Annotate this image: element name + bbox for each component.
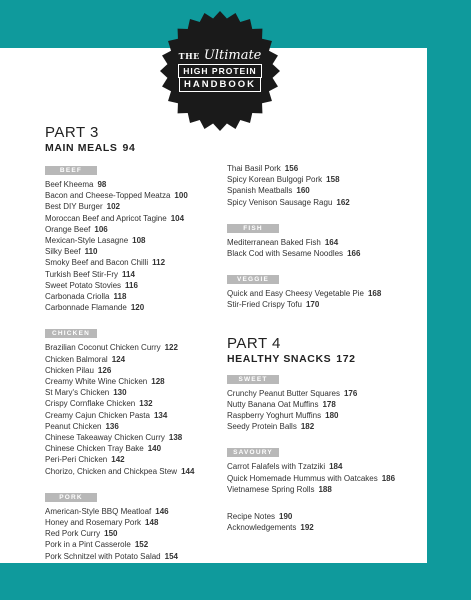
- toc-entry[interactable]: Acknowledgements 192: [227, 523, 314, 533]
- toc-entry[interactable]: Black Cod with Sesame Noodles 166: [227, 249, 361, 259]
- pork-continued: [227, 163, 417, 208]
- part4-page: 172: [336, 352, 356, 365]
- toc-entry[interactable]: Crispy Cornflake Chicken 132: [45, 399, 153, 409]
- toc-entry[interactable]: Peri-Peri Chicken 142: [45, 455, 125, 465]
- toc-entry[interactable]: Crunchy Peanut Butter Squares 176: [227, 388, 358, 398]
- toc-entry[interactable]: Chicken Balmoral 124: [45, 354, 126, 364]
- part4-header: [227, 336, 417, 365]
- toc-entry[interactable]: American-Style BBQ Meatloaf 146: [45, 506, 169, 516]
- toc-entry[interactable]: Mexican-Style Lasagne 108: [45, 236, 146, 246]
- left-column: [45, 125, 220, 562]
- toc-entry[interactable]: Quick and Easy Cheesy Vegetable Pie 168: [227, 289, 382, 299]
- toc-entry[interactable]: Pork Schnitzel with Potato Salad 154: [45, 551, 178, 561]
- section-chicken: [45, 322, 220, 476]
- part3-label: PART 3: [45, 124, 99, 141]
- toc-entry[interactable]: Pork in a Pint Casserole 152: [45, 540, 149, 550]
- toc-entry[interactable]: Bacon and Cheese-Topped Meatza 100: [45, 191, 188, 201]
- seal-handbook: HANDBOOK: [179, 78, 261, 92]
- category-label: BEEF: [45, 166, 97, 175]
- toc-entry[interactable]: Turkish Beef Stir-Fry 114: [45, 269, 135, 279]
- toc-entry[interactable]: Beef Kheema 98: [45, 180, 107, 189]
- toc-entry[interactable]: Moroccan Beef and Apricot Tagine 104: [45, 213, 185, 223]
- part3-page: 94: [122, 142, 136, 154]
- toc-entry[interactable]: Chinese Chicken Tray Bake 140: [45, 444, 162, 454]
- part4-title-text: HEALTHY SNACKS: [227, 352, 332, 365]
- toc-entry[interactable]: Carbonada Criolla 118: [45, 292, 127, 302]
- toc-entry[interactable]: Creamy Cajun Chicken Pasta 134: [45, 410, 168, 420]
- section-savoury: [227, 441, 417, 495]
- toc-entry[interactable]: Chorizo, Chicken and Chickpea Stew 144: [45, 466, 195, 476]
- book-logo-seal: [159, 10, 281, 132]
- toc-entry[interactable]: Smoky Beef and Bacon Chilli 112: [45, 258, 166, 268]
- seal-ultimate: Ultimate: [203, 48, 262, 63]
- toc-entry[interactable]: St Mary's Chicken 130: [45, 388, 127, 398]
- toc-entry[interactable]: Spicy Korean Bulgogi Pork 158: [227, 175, 340, 185]
- toc-entry[interactable]: Quick Homemade Hummus with Oatcakes 186: [227, 473, 396, 483]
- category-label: FISH: [227, 224, 279, 233]
- category-label: SAVOURY: [227, 448, 279, 457]
- right-column: [227, 163, 417, 533]
- toc-entry[interactable]: Best DIY Burger 102: [45, 202, 121, 212]
- section-sweet: [227, 368, 417, 433]
- category-label: VEGGIE: [227, 275, 279, 284]
- toc-entry[interactable]: Orange Beef 106: [45, 224, 108, 234]
- toc-entry[interactable]: Vietnamese Spring Rolls 188: [227, 484, 332, 494]
- part4-label: PART 4: [227, 334, 281, 352]
- toc-entry[interactable]: Mediterranean Baked Fish 164: [227, 237, 339, 247]
- toc-entry[interactable]: Carrot Falafels with Tzatziki 184: [227, 462, 343, 472]
- toc-entry[interactable]: Raspberry Yoghurt Muffins 180: [227, 411, 339, 421]
- seal-high-protein: HIGH PROTEIN: [178, 64, 261, 78]
- toc-entry[interactable]: Creamy White Wine Chicken 128: [45, 377, 165, 387]
- toc-entry[interactable]: Spicy Venison Sausage Ragu 162: [227, 197, 350, 207]
- toc-entry[interactable]: Sweet Potato Stovies 116: [45, 280, 138, 290]
- toc-entry[interactable]: Brazilian Coconut Chicken Curry 122: [45, 343, 178, 353]
- toc-entry[interactable]: Thai Basil Pork 156: [227, 164, 299, 173]
- back-matter: [227, 511, 417, 533]
- category-label: CHICKEN: [45, 329, 97, 338]
- part4-title: [227, 353, 417, 365]
- toc-entry[interactable]: Chinese Takeaway Chicken Curry 138: [45, 433, 183, 443]
- part3-title-text: MAIN MEALS: [45, 142, 118, 154]
- section-fish: [227, 217, 417, 259]
- section-veggie: [227, 268, 417, 310]
- toc-entry[interactable]: Chicken Pilau 126: [45, 365, 112, 375]
- section-beef: [45, 159, 220, 313]
- category-label: SWEET: [227, 375, 279, 384]
- section-pork: [45, 486, 220, 562]
- toc-entry[interactable]: Nutty Banana Oat Muffins 178: [227, 399, 336, 409]
- toc-entry[interactable]: Peanut Chicken 136: [45, 421, 119, 431]
- part3-title: [45, 142, 220, 154]
- toc-entry[interactable]: Stir-Fried Crispy Tofu 170: [227, 300, 320, 310]
- toc-entry[interactable]: Carbonnade Flamande 120: [45, 303, 145, 313]
- toc-entry[interactable]: Silky Beef 110: [45, 247, 98, 257]
- toc-entry[interactable]: Red Pork Curry 150: [45, 529, 118, 539]
- toc-entry[interactable]: Spanish Meatballs 160: [227, 186, 310, 196]
- seal-the: THE: [178, 51, 200, 61]
- toc-entry[interactable]: Seedy Protein Balls 182: [227, 422, 315, 432]
- toc-entry[interactable]: Recipe Notes 190: [227, 512, 293, 522]
- toc-entry[interactable]: Honey and Rosemary Pork 148: [45, 518, 159, 528]
- category-label: PORK: [45, 493, 97, 502]
